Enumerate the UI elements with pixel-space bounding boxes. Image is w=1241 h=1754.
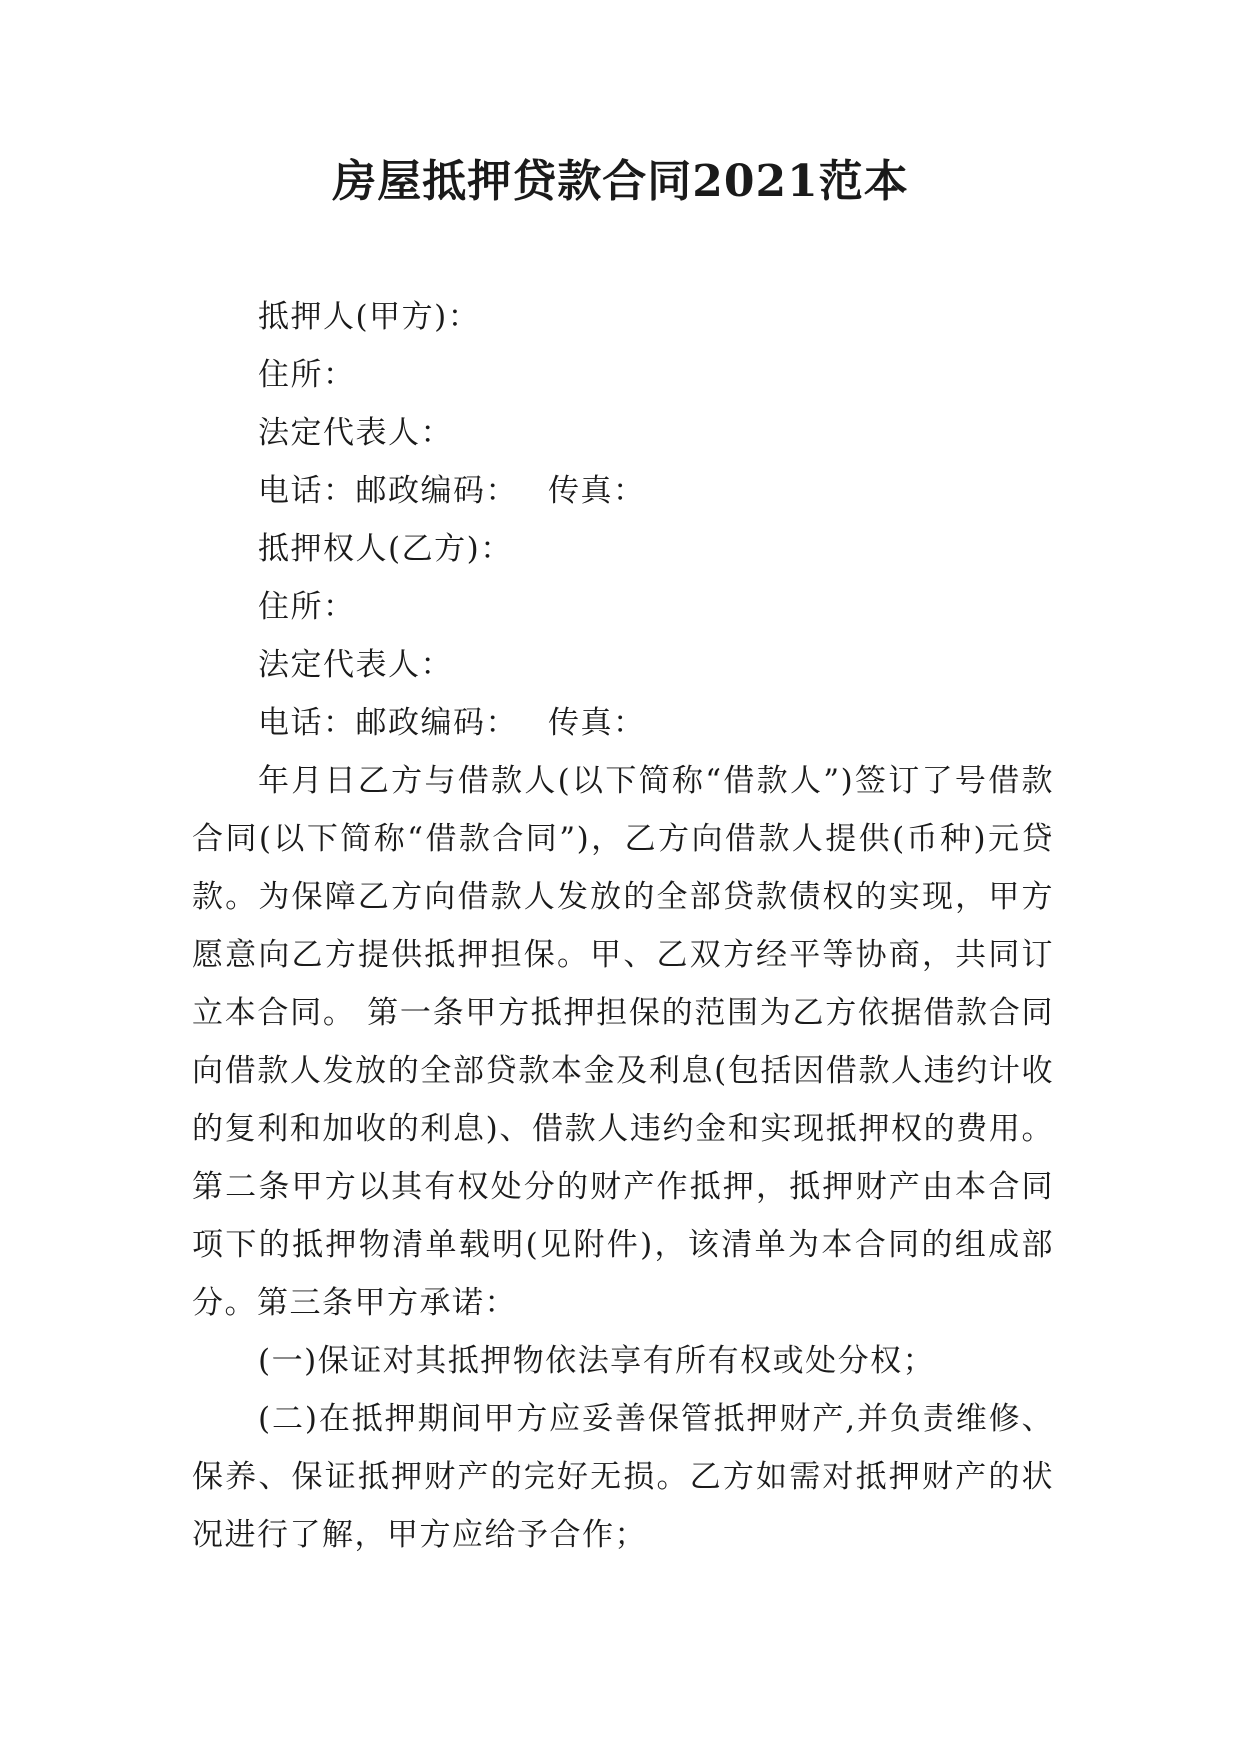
- contract-preamble-paragraph: 年月日乙方与借款人(以下简称“借款人”)签订了号借款合同(以下简称“借款合同”)，乙方向借款人提供(币种)元贷款。为保障乙方向借款人发放的全部贷款债权的实现，甲方愿意向乙方提供抵押担保。甲、乙双方经平等协商，共同订立本合同。 第一条甲方抵押担保的范围为乙方依据借款合同向借款人发放的全部贷款本金及利息(包括因借款人违约计收的复利和加收的利息)、借款人违约金和实现抵押权的费用。第二条甲方以其有权处分的财产作抵押，抵押财产由本合同项下的抵押物清单载明(见附件)，该清单为本合同的组成部分。第三条甲方承诺：: [192, 763, 1054, 1321]
- party-a-postcode-label: 邮政编码：: [355, 473, 518, 509]
- party-a-phone-label: 电话：: [258, 473, 356, 509]
- party-b-legal-rep-field: 法定代表人：: [258, 647, 453, 683]
- party-a-name-field: 抵押人(甲方)：: [258, 299, 481, 335]
- party-a-legal-rep-field: 法定代表人：: [258, 415, 453, 451]
- party-b-contact-line: [192, 694, 1054, 752]
- party-a-contact-line: [192, 462, 1054, 520]
- document-title: 房屋抵押贷款合同2021范本: [332, 156, 909, 207]
- party-b-phone-label: 电话：: [258, 705, 356, 741]
- party-b-postcode-label: 邮政编码：: [355, 705, 518, 741]
- party-b-address-field: 住所：: [258, 589, 356, 625]
- party-b-name-field: 抵押权人(乙方)：: [258, 531, 513, 567]
- party-a-address-field: 住所：: [258, 357, 356, 393]
- party-b-fax-label: 传真：: [548, 705, 646, 741]
- clause-item-1: (一)保证对其抵押物依法享有所有权或处分权；: [258, 1343, 936, 1379]
- clause-item-2: (二)在抵押期间甲方应妥善保管抵押财产,并负责维修、保养、保证抵押财产的完好无损。乙方如需对抵押财产的状况进行了解，甲方应给予合作；: [192, 1401, 1054, 1553]
- document-body: [192, 288, 1054, 1564]
- party-a-fax-label: 传真：: [548, 473, 646, 509]
